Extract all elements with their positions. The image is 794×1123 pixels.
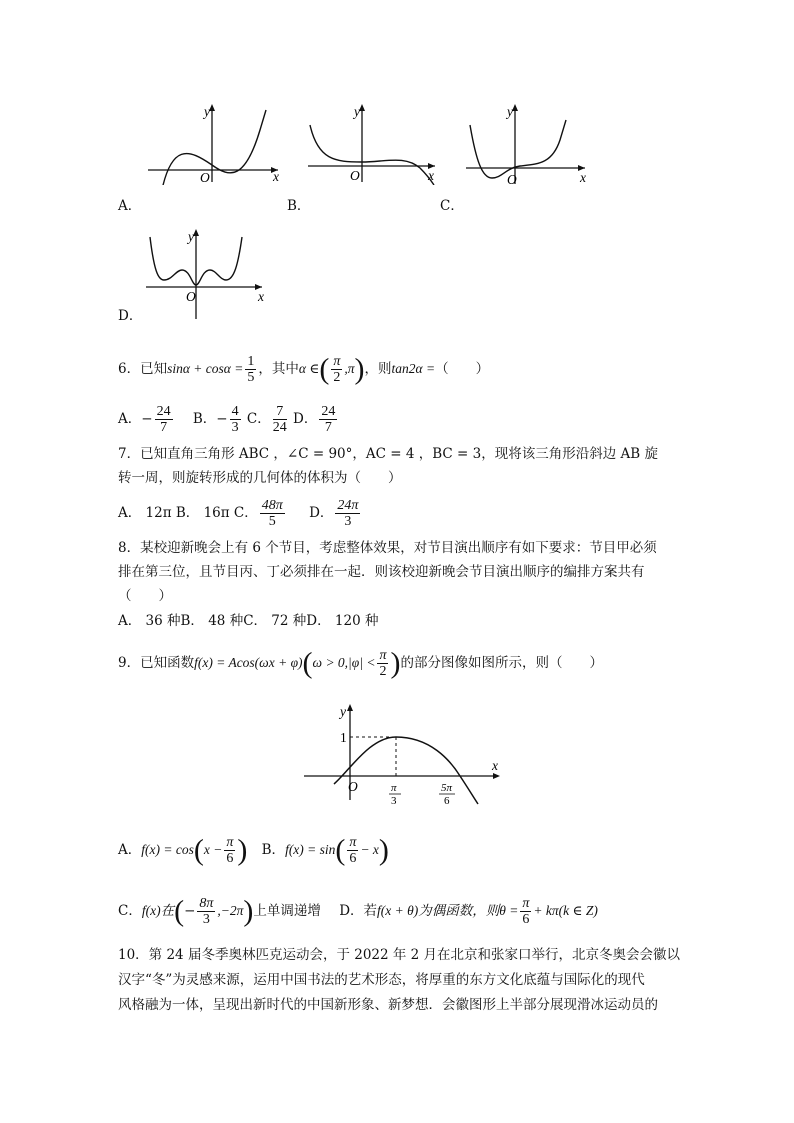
svg-text:5π: 5π (441, 782, 453, 794)
svg-text:6: 6 (444, 795, 450, 807)
svg-text:O: O (348, 779, 358, 794)
svg-text:3: 3 (391, 795, 397, 807)
q9-b-frac: $\frac{\pi}{6}$ (349, 835, 357, 866)
q7-d-frac: $\frac{24\pi}{3}$ (337, 498, 359, 529)
q5-option-c: C． (440, 198, 464, 214)
q9-c-frac: $\frac{8\pi}{3}$ (199, 896, 214, 927)
svg-text:y: y (354, 104, 360, 119)
q6-c-frac: $\frac{7}{24}$ (272, 404, 287, 435)
svg-text:x: x (258, 289, 264, 304)
q6-c-label: C． (246, 411, 271, 427)
q6-b-sign: − (216, 411, 228, 427)
q9-c-expr: f(x)在 (141, 903, 175, 918)
q9-c-post: 上单调递增 (253, 903, 321, 919)
q9-c-sign: − (184, 903, 196, 919)
q9-prefix: 9．已知函数 (118, 655, 195, 671)
q6-a-label: A． (118, 411, 142, 427)
q6-a-sign: − (141, 411, 153, 427)
q6-d-frac: $\frac{24}{7}$ (321, 404, 336, 435)
q6-a-frac: $\frac{24}{7}$ (156, 404, 171, 435)
svg-text:O: O (186, 289, 196, 304)
svg-text:y: y (340, 704, 346, 719)
svg-text:y: y (204, 104, 210, 119)
q9-c-label: C． (118, 903, 142, 919)
q9-cond: ω > 0,|φ| < (312, 655, 376, 670)
svg-text:O: O (200, 170, 210, 185)
q9-a-inner: x − (203, 842, 223, 857)
q9-d-theta: θ = (499, 903, 519, 918)
q5-option-b: B． (287, 198, 311, 214)
q6-mid: ，其中 (258, 361, 299, 377)
q6-then: ，则 (364, 361, 392, 377)
svg-text:x: x (273, 169, 279, 184)
q9-c-tail: ,−2π (217, 903, 244, 918)
q5-option-a: A． (118, 198, 142, 214)
q7-options (118, 496, 362, 530)
q9-post: 的部分图像如图所示，则（ ） (400, 655, 603, 671)
q9-b-expr: f(x) = sin (285, 842, 336, 857)
q9-b-tail: − x (360, 842, 379, 857)
q8-options: A． 36 种B． 48 种C． 72 种D． 120 种 (118, 613, 379, 629)
svg-text:y: y (188, 229, 194, 244)
q9-a-label: A． (118, 842, 142, 858)
q9-func: f(x) = Acos(ωx + φ) (194, 655, 303, 670)
q6-b-frac: $\frac{4}{3}$ (231, 404, 239, 435)
q9-stem: 9．已知函数f(x) = Acos(ωx + φ)(ω > 0,|φ| < $\frac{\pi}{2}$ )的部分图像如图所示，则（ ） (118, 646, 603, 680)
q5-graph-d (140, 225, 275, 320)
q6-stem: 6．已知sinα + cosα = $\frac{1}{5}$ ，其中α ∈( $\frac{\pi}{2}$ ,π)，则tan2α =（ ） (118, 352, 490, 386)
q7-line2: 转一周，则旋转形成的几何体的体积为（ ） (118, 470, 402, 486)
svg-text:π: π (391, 782, 397, 794)
q9-options-ab: A．f(x) = cos(x − $\frac{\pi}{6}$ ) B．f(x) = sin( $\frac{\pi}{6}$ − x) (118, 833, 389, 867)
svg-text:y: y (507, 104, 513, 119)
q9-d-label: D．若 (339, 903, 378, 919)
q9-d-expr: f(x + θ)为偶函数，则 (377, 903, 500, 918)
q8-line2: 排在第三位，且节目丙、丁必须排在一起．则该校迎新晚会节目演出顺序的编排方案共有 (118, 564, 645, 580)
q7-ab: A． 12π B． 16π C． (118, 505, 258, 521)
svg-text:O: O (350, 168, 360, 183)
q9-graph (300, 700, 510, 810)
q6-prefix: 6．已知 (118, 361, 168, 377)
q9-d-frac: $\frac{\pi}{6}$ (522, 896, 530, 927)
q8-line1: 8．某校迎新晚会上有 6 个节目，考虑整体效果，对节目演出顺序有如下要求：节目甲必须 (118, 540, 657, 556)
q8-line3: （ ） (118, 588, 172, 604)
svg-text:1: 1 (340, 730, 347, 745)
q7-c-frac: $\frac{48\pi}{5}$ (261, 498, 283, 529)
q9-a-frac: $\frac{\pi}{6}$ (226, 835, 234, 866)
q10-line2: 汉字“冬”为灵感来源，运用中国书法的艺术形态，将厚重的东方文化底蕴与国际化的现代 (118, 972, 645, 988)
q6-options (118, 402, 339, 436)
q6-alpha: α ∈ (298, 361, 320, 376)
q6-frac: $\frac{1}{5}$ (247, 354, 255, 385)
q9-d-tail: + kπ(k ∈ Z) (533, 903, 598, 918)
q6-expr: sinα + cosα = (167, 361, 244, 376)
q6-interval-frac: $\frac{\pi}{2}$ (333, 354, 341, 385)
q6-blank: （ ） (435, 361, 490, 377)
q6-interval-tail: ,π (344, 361, 355, 376)
q9-cond-frac: $\frac{\pi}{2}$ (379, 648, 387, 679)
q9-a-expr: f(x) = cos (141, 842, 194, 857)
q5-graph-b (300, 100, 445, 185)
q5-graph-c (460, 100, 595, 185)
q6-b-label: B． (192, 411, 217, 427)
q7-d-label: D． (309, 505, 334, 521)
svg-text:O: O (507, 172, 517, 185)
q7-line1: 7．已知直角三角形 ABC ，∠C = 90°，AC = 4 ，BC = 3，现将该三角形沿斜边 AB 旋 (118, 446, 658, 462)
q6-target: tan2α = (391, 361, 436, 376)
q9-b-label: B． (261, 842, 286, 858)
svg-text:x: x (492, 758, 498, 773)
svg-text:x: x (428, 168, 434, 183)
q10-line3: 风格融为一体，呈现出新时代的中国新形象、新梦想．会徽图形上半部分展现滑冰运动员的 (118, 997, 658, 1013)
q9-options-cd: C．f(x)在(− $\frac{8\pi}{3}$ ,−2π)上单调递增 D．若f(x + θ)为偶函数，则θ = $\frac{\pi}{6}$ + kπ(k ∈ Z) (118, 894, 598, 928)
svg-text:x: x (580, 170, 586, 185)
q10-line1: 10．第 24 届冬季奥林匹克运动会，于 2022 年 2 月在北京和张家口举行，北京冬奥会会徽以 (118, 947, 681, 963)
q5-graph-a (140, 100, 290, 185)
q6-d-label: D． (293, 411, 318, 427)
q5-option-d: D． (118, 308, 143, 324)
